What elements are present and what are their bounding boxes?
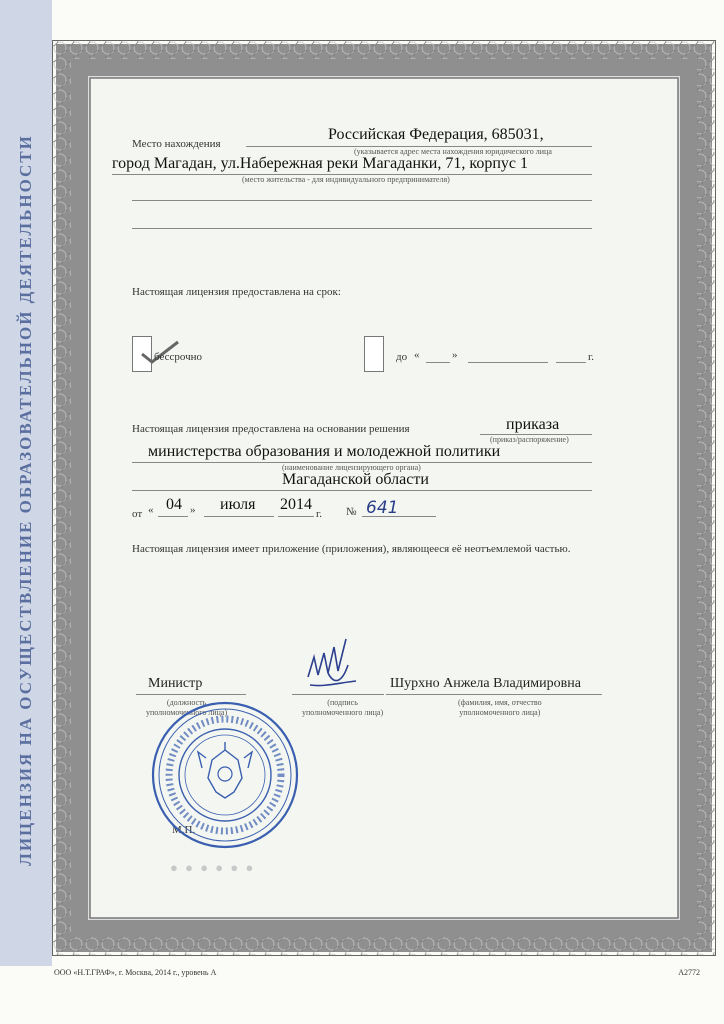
position-rule (136, 694, 246, 695)
until-day-rule (426, 362, 450, 363)
location-rule-4 (132, 228, 592, 229)
order-number-handwritten: 641 (366, 498, 399, 518)
appendix-text: Настоящая лицензия имеет приложение (приложения), являющееся её неотъемлемой частью. (132, 543, 571, 555)
location-caption-2: (место жительства - для индивидуального предпринимателя) (242, 175, 450, 184)
until-checkbox (364, 336, 384, 372)
order-month-rule (204, 516, 274, 517)
indefinite-label: бессрочно (154, 351, 203, 363)
official-round-seal-icon (150, 700, 300, 850)
authority-rule-2 (132, 490, 592, 491)
until-year-suffix: г. (588, 351, 595, 363)
until-month-rule (468, 362, 548, 363)
authority-line-1: министерства образования и молодежной политики (148, 443, 501, 460)
order-close-quote: » (190, 504, 196, 516)
order-year-suffix: г. (316, 508, 323, 520)
authority-caption: (наименование лицензирующего органа) (282, 463, 421, 472)
name-caption: (фамилия, имя, отчество уполномоченного лица) (458, 698, 542, 717)
position-caption: (должность уполномоченного лица) (146, 698, 228, 717)
order-day-rule (158, 516, 188, 517)
until-year-rule (556, 362, 586, 363)
basis-label: Настоящая лицензия предоставлена на основании решения (132, 423, 410, 435)
order-number-sign: № (346, 506, 357, 518)
printer-imprint: ООО «Н.Т.ГРАФ», г. Москва, 2014 г., уровень А (54, 968, 217, 977)
location-line-2: город Магадан, ул.Набережная реки Магаданки, 71, корпус 1 (112, 155, 528, 172)
until-close-quote: » (452, 349, 458, 361)
signature-caption: (подпись уполномоченного лица) (302, 698, 384, 717)
sidebar-strip (0, 0, 52, 966)
order-year: 2014 (280, 496, 312, 513)
authority-line-2: Магаданской области (282, 471, 429, 488)
form-code: А2772 (678, 968, 700, 977)
location-label: Место нахождения (132, 138, 221, 150)
location-rule-3 (132, 200, 592, 201)
name-rule (386, 694, 602, 695)
order-from-label: от (132, 508, 143, 520)
handwritten-signature (290, 625, 370, 705)
blank-serial-number-faded: ● ● ● ● ● ● (170, 860, 256, 875)
location-caption-1: (указывается адрес места нахождения юридического лица (354, 147, 552, 156)
order-open-quote: « (148, 504, 154, 516)
until-open-quote: « (414, 349, 420, 361)
signatory-name: Шурхно Анжела Владимировна (390, 676, 581, 691)
until-label: до (396, 351, 408, 363)
signatory-position: Министр (148, 676, 203, 691)
order-month: июля (220, 496, 256, 513)
term-label: Настоящая лицензия предоставлена на срок: (132, 286, 341, 298)
order-day: 04 (166, 496, 182, 513)
seal-label: М.П. (172, 824, 196, 836)
license-type-vertical-title: ЛИЦЕНЗИЯ НА ОСУЩЕСТВЛЕНИЕ ОБРАЗОВАТЕЛЬНОЙ ДЕЯТЕЛЬНОСТИ (16, 134, 35, 866)
decision-type: приказа (506, 416, 560, 433)
order-year-rule (278, 516, 314, 517)
location-line-1: Российская Федерация, 685031, (328, 126, 544, 143)
order-number-rule (362, 516, 436, 517)
decision-caption: (приказ/распоряжение) (490, 435, 569, 444)
